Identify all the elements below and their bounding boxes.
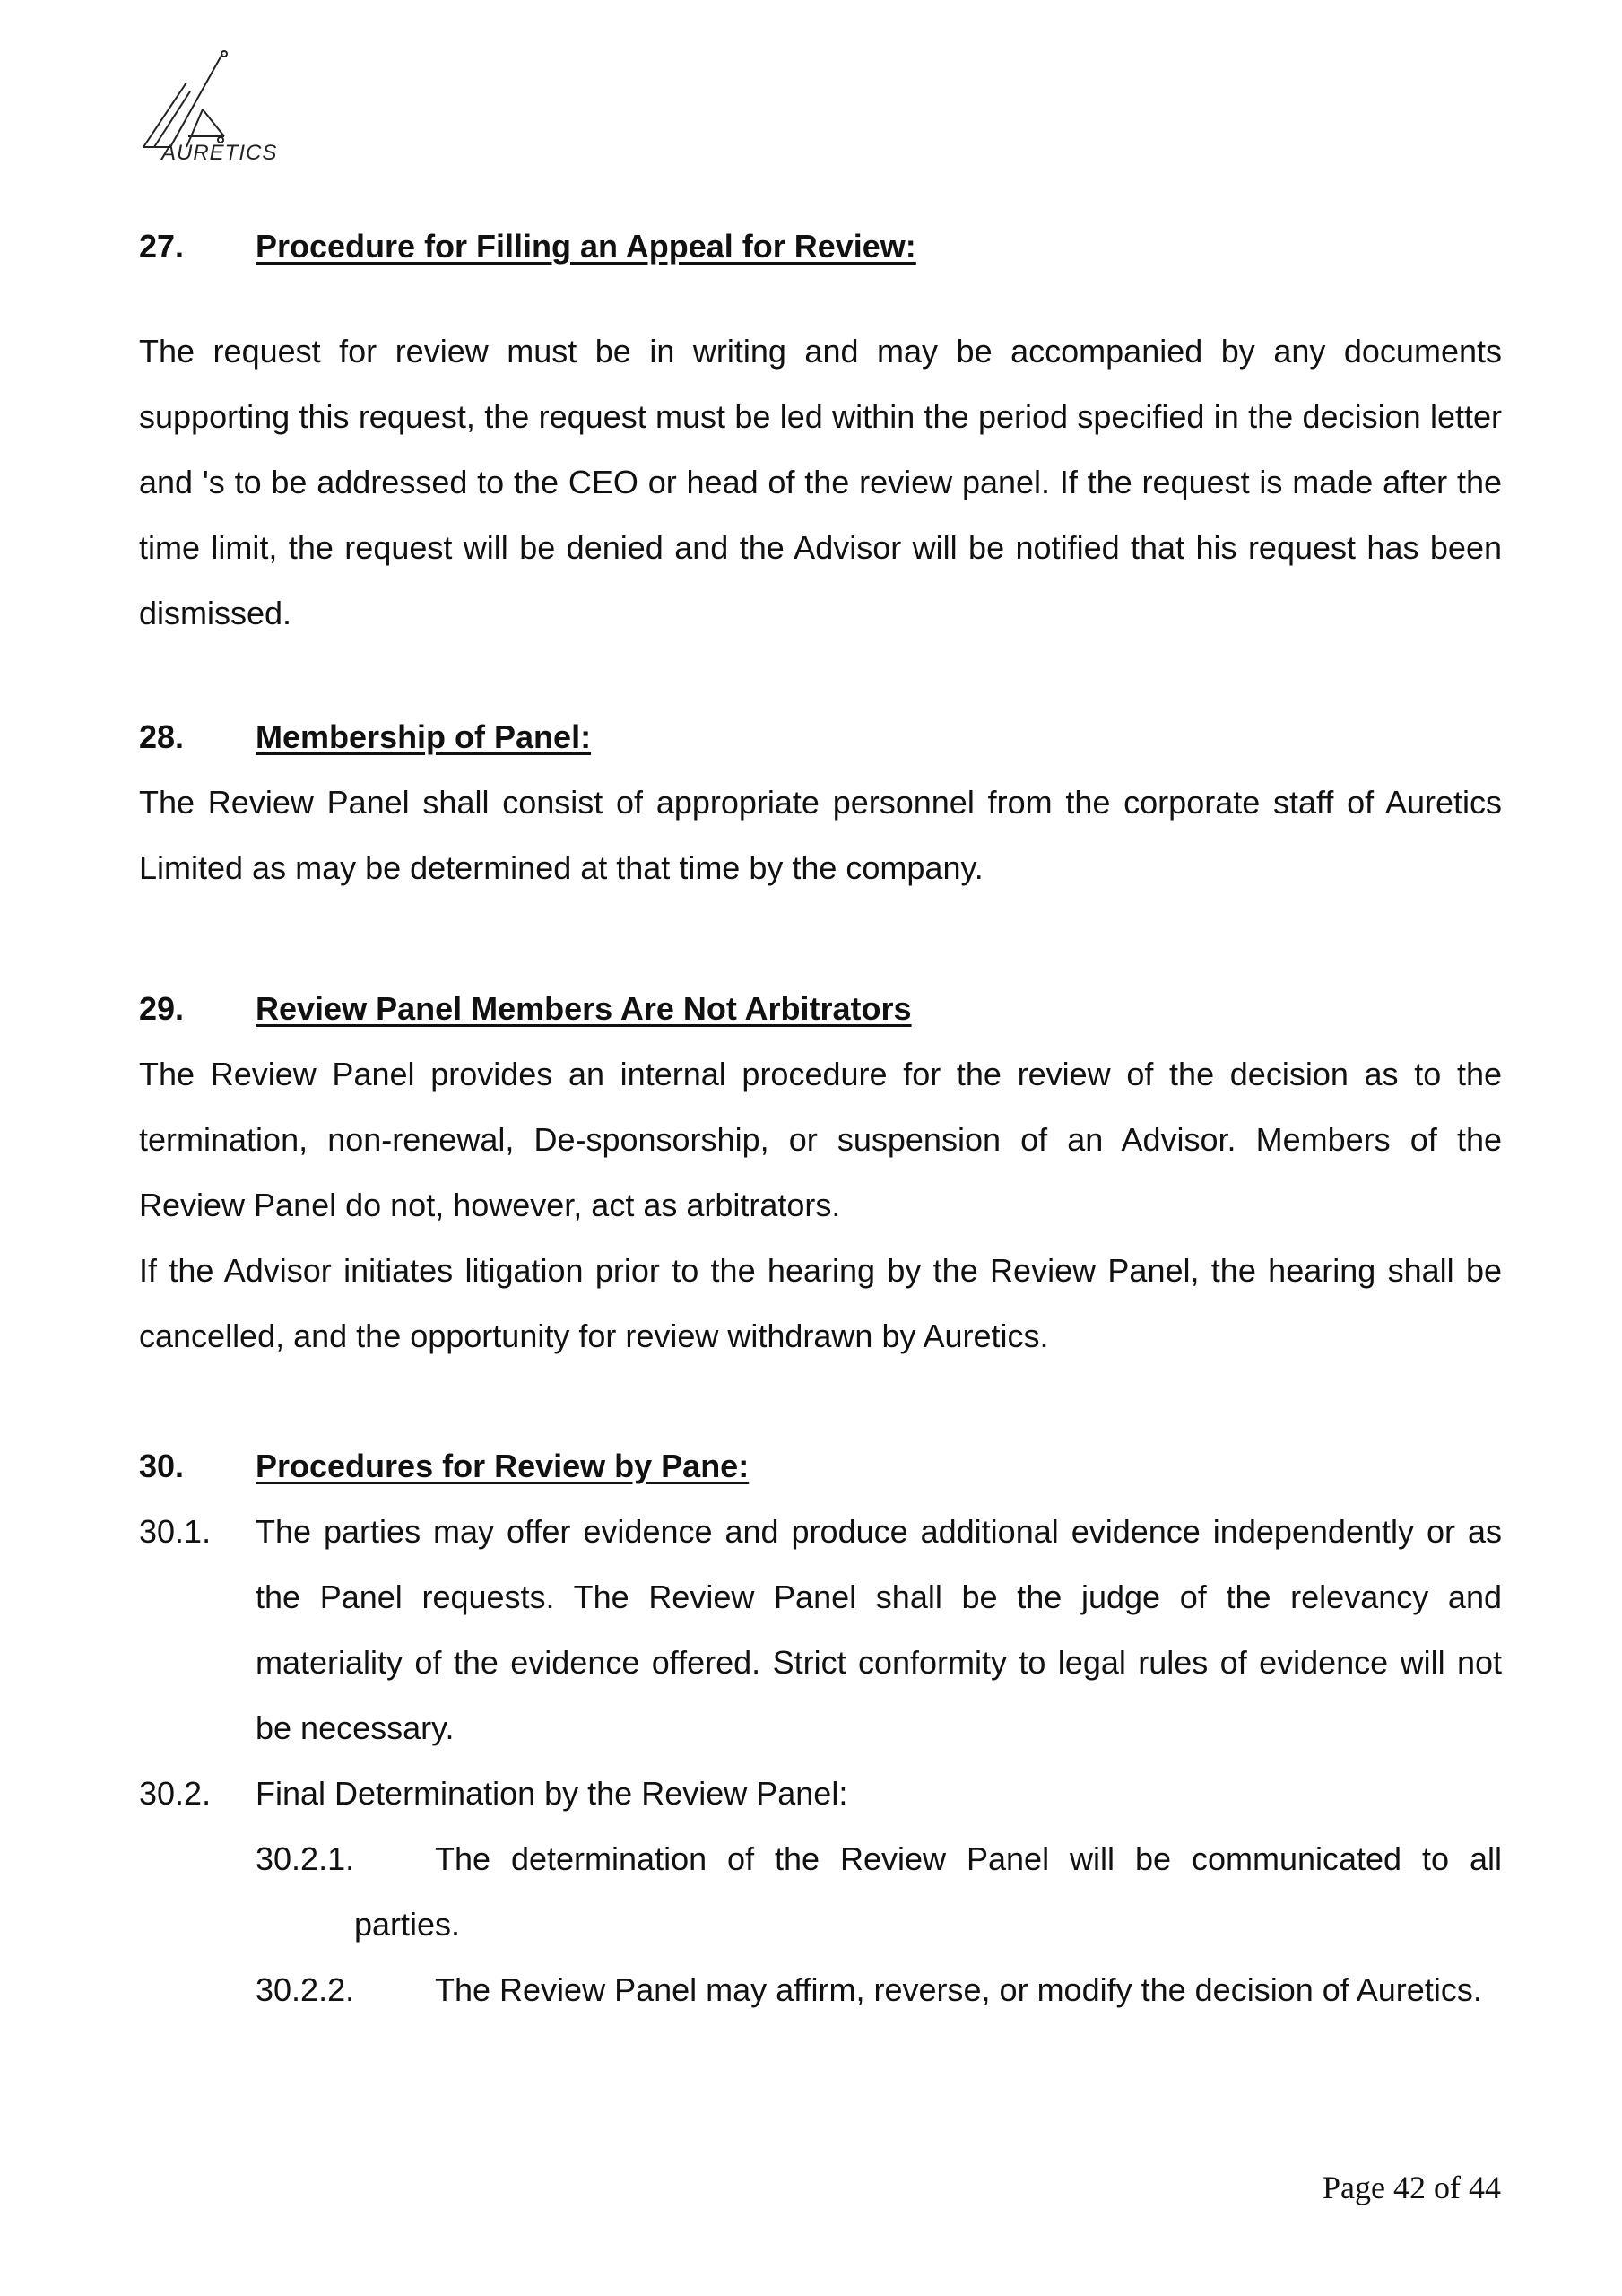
item-text: Final Determination by the Review Panel:: [256, 1775, 848, 1812]
section-title: Review Panel Members Are Not Arbitrators: [256, 990, 912, 1027]
item-number: 30.1.: [139, 1513, 212, 1550]
section-27-heading: [139, 213, 1502, 279]
auretics-logo: [134, 47, 278, 172]
logo-text: AURETICS: [161, 141, 278, 165]
item-number: 30.2.: [139, 1775, 212, 1812]
item-30-2-1-continuation: parties.: [354, 1906, 461, 1943]
section-30-heading: [139, 1433, 1502, 1499]
section-29-text-2: If the Advisor initiates litigation prior to the hearing by the Review Panel, the hearing shall be cancelled, and the opportunity for review withdrawn by Auretics.: [139, 1252, 1502, 1354]
section-title: Procedures for Review by Pane:: [256, 1448, 750, 1484]
item-number: 30.2.2.: [256, 1971, 355, 2008]
section-28-heading: [139, 704, 1502, 770]
item-text: The parties may offer evidence and produce additional evidence independently or as the Panel requests. The Review Panel shall be the judge of the relevancy and materiality of the evidence offered. Strict conformity to legal rules of evidence will not be necessary.: [256, 1513, 1502, 1746]
section-title: Procedure for Filling an Appeal for Review:: [256, 228, 916, 265]
item-number: 30.2.1.: [256, 1840, 355, 1877]
section-number: 28.: [139, 718, 185, 755]
section-29-text-1: The Review Panel provides an internal procedure for the review of the decision as to the termination, non-renewal, De-sponsorship, or suspension of an Advisor. Members of the Review Panel do not, however, act as arbitrators.: [139, 1056, 1502, 1223]
section-28-text: The Review Panel shall consist of appropriate personnel from the corporate staff of Auretics Limited as may be determined at that time by the company.: [139, 784, 1502, 886]
section-27-text: The request for review must be in writing and may be accompanied by any documents supporting this request, the request must be led within the period specified in the decision letter and 's to be addressed to the CEO or head of the review panel. If the request is made after the time limit, the request will be denied and the Advisor will be notified that his request has been dismissed.: [139, 333, 1502, 631]
page-number: Page 42 of 44: [1323, 2170, 1501, 2205]
section-number: 29.: [139, 990, 185, 1027]
item-text: The Review Panel may affirm, reverse, or modify the decision of Auretics.: [435, 1971, 1482, 2008]
section-29-heading: [139, 976, 1502, 1041]
section-number: 30.: [139, 1448, 185, 1484]
section-number: 27.: [139, 228, 185, 265]
section-title: Membership of Panel:: [256, 718, 592, 755]
logo-mark-icon: [134, 47, 278, 154]
item-text: The determination of the Review Panel will be communicated to all: [435, 1840, 1502, 1877]
